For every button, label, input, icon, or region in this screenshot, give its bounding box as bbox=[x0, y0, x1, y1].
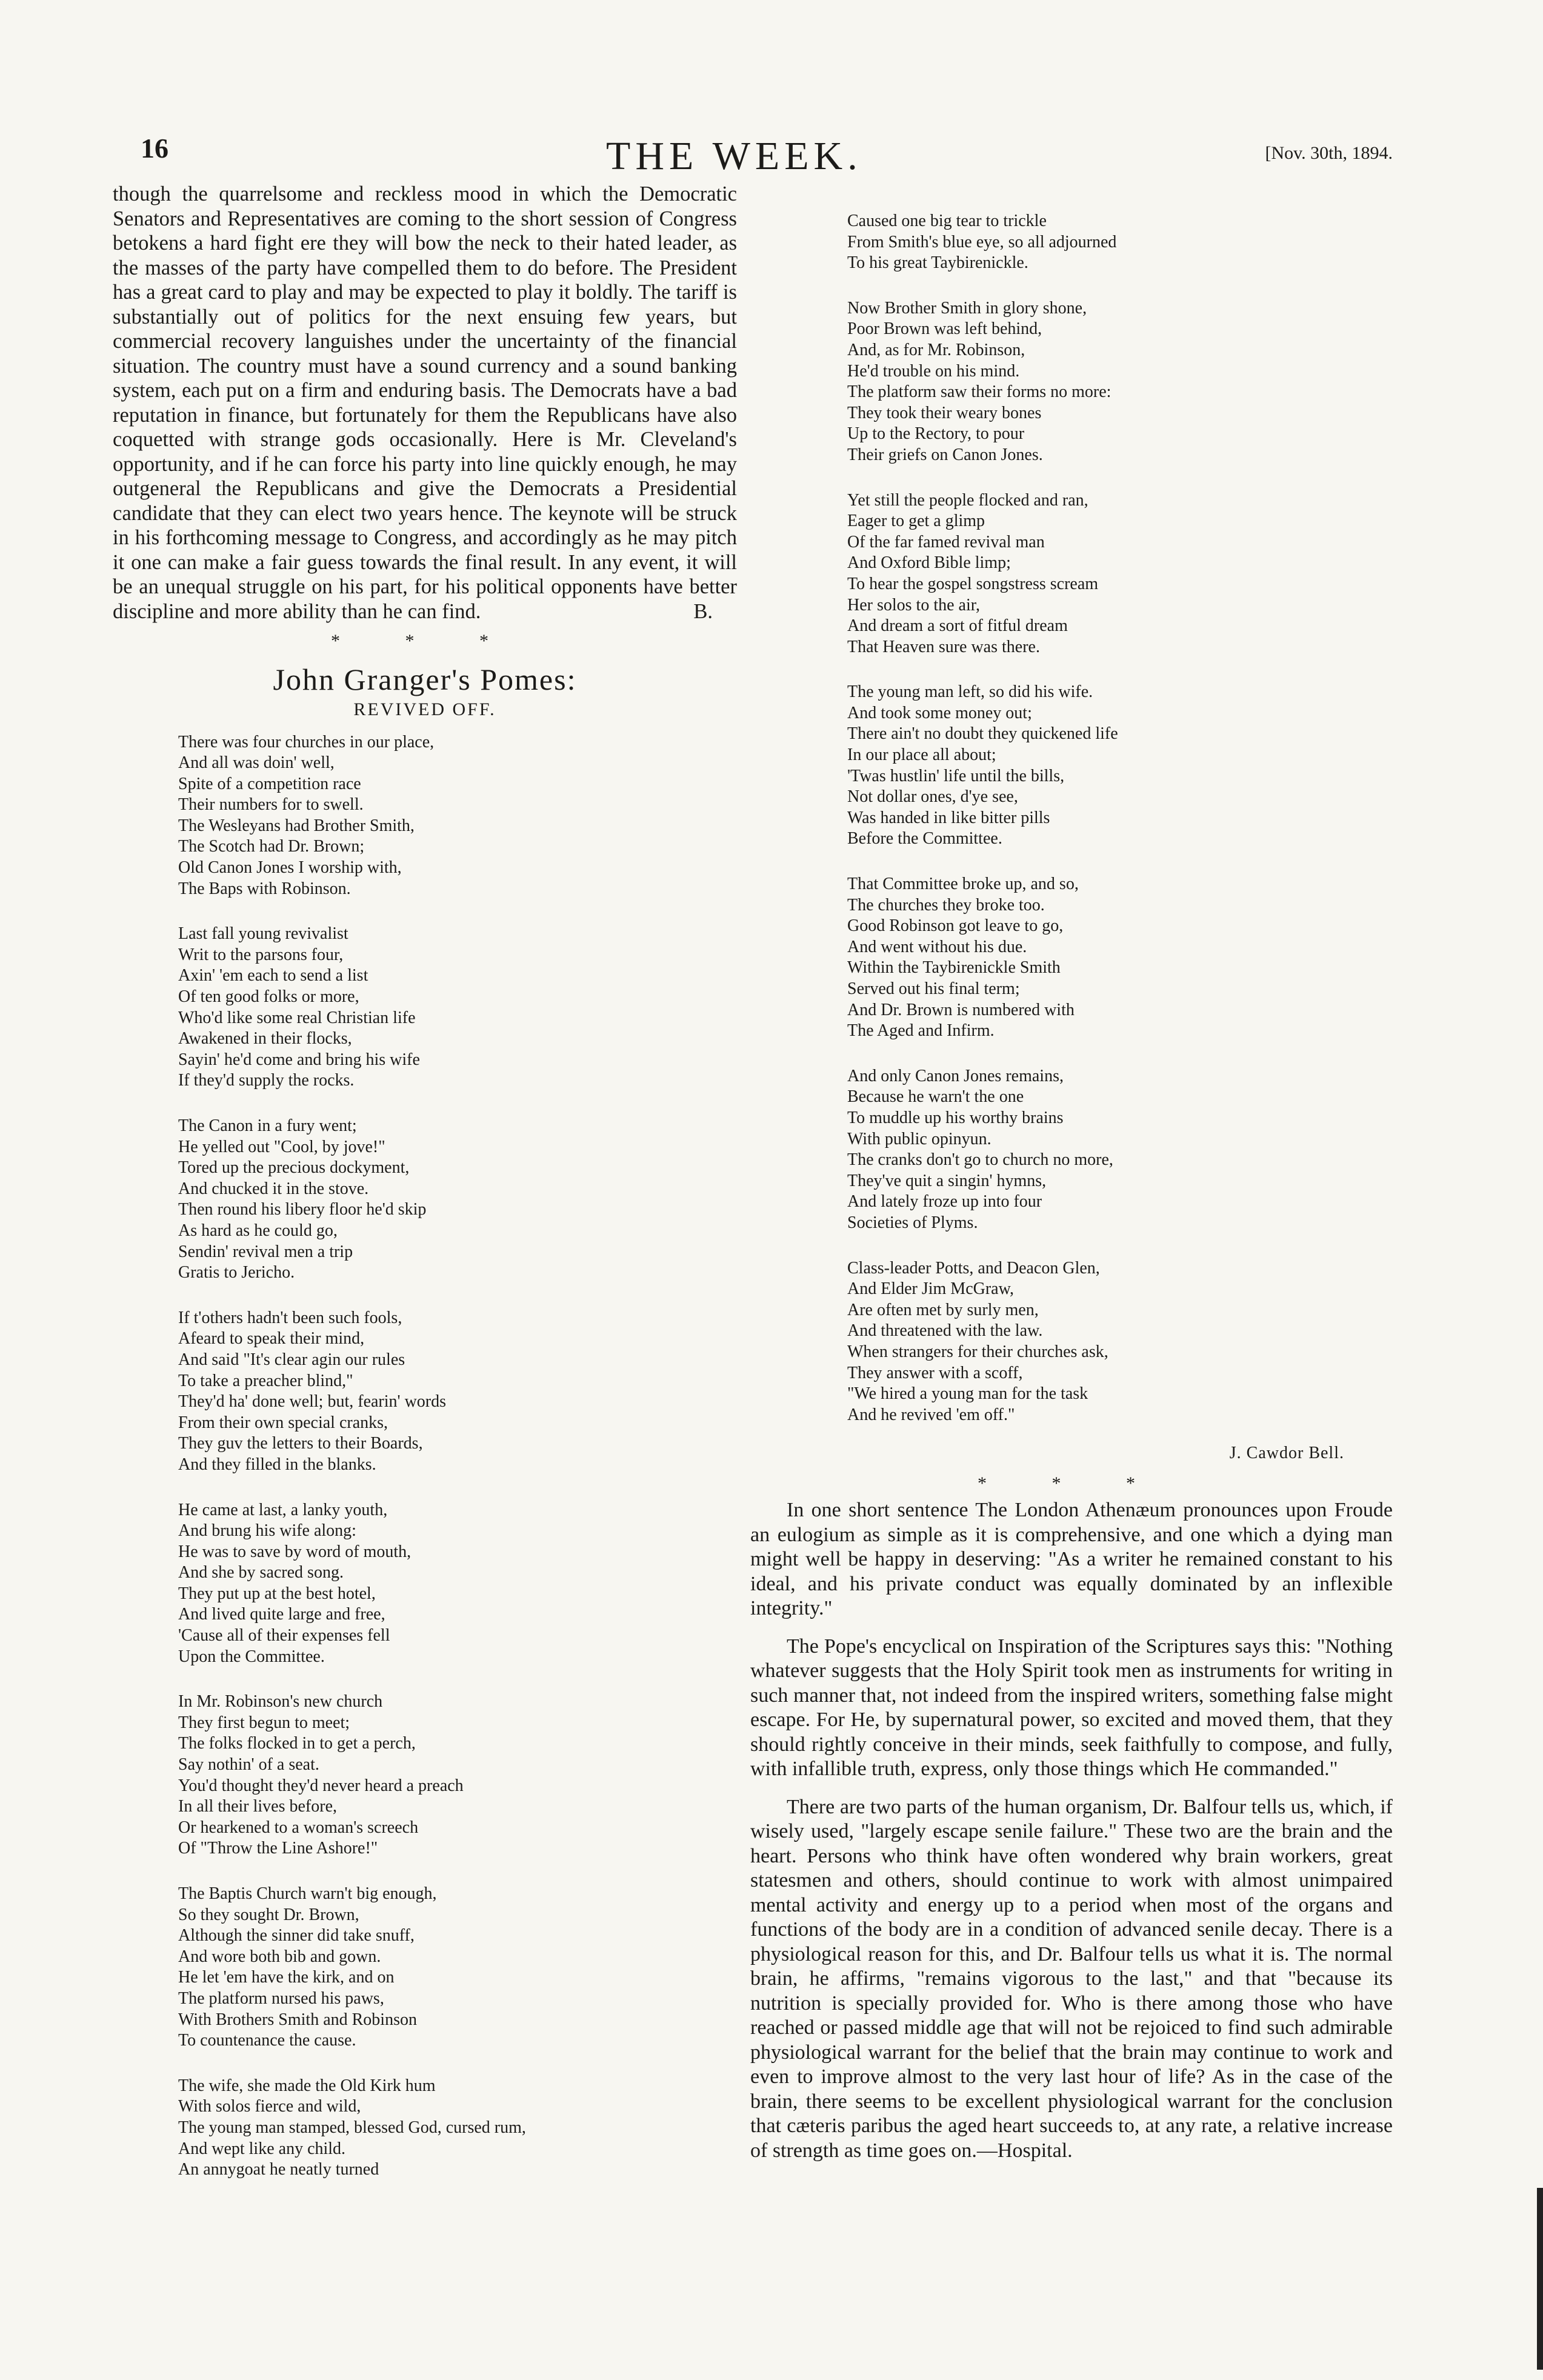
poem-stanza bbox=[847, 211, 1393, 274]
right-column bbox=[750, 211, 1393, 2176]
poem-line: Although the sinner did take snuff, bbox=[178, 1926, 415, 1945]
poem-line: The platform saw their forms no more: bbox=[847, 382, 1111, 402]
poem-line: And lately froze up into four bbox=[847, 1192, 1042, 1212]
poem-line: And lived quite large and free, bbox=[178, 1605, 385, 1624]
poem-stanza bbox=[178, 1692, 737, 1859]
poem-line: You'd thought they'd never heard a preach bbox=[178, 1776, 464, 1795]
poem-stanza bbox=[178, 732, 737, 900]
poem-stanza bbox=[178, 1884, 737, 2052]
poem-line: Before the Committee. bbox=[847, 829, 1002, 848]
poem-stanza bbox=[847, 682, 1393, 850]
poem-line: The Baptis Church warn't big enough, bbox=[178, 1884, 437, 1903]
poem-line: Eager to get a glimp bbox=[847, 512, 985, 531]
poem-line: Poor Brown was left behind, bbox=[847, 319, 1042, 339]
poem-line: Axin' 'em each to send a list bbox=[178, 966, 368, 985]
poem-line: Was handed in like bitter pills bbox=[847, 808, 1050, 827]
poem-line: And she by sacred song. bbox=[178, 1563, 344, 1582]
poem-line: That Heaven sure was there. bbox=[847, 637, 1040, 656]
poem-line: They took their weary bones bbox=[847, 403, 1042, 422]
scan-edge bbox=[1537, 2188, 1543, 2370]
note-paragraph: In one short sentence The London Athenæum pronounces upon Froude an eulogium as simple as it is comprehensive, and one which a dying man might well be happy in deserving: "As a writer he remained constant to his ideal, and his private conduct was equally dominated by an inflexible integrity." bbox=[750, 1499, 1393, 1620]
poem-line: To muddle up his worthy brains bbox=[847, 1108, 1064, 1127]
poem-line: He yelled out "Cool, by jove!" bbox=[178, 1137, 385, 1156]
poem-line: Of ten good folks or more, bbox=[178, 987, 359, 1007]
poem-line: If t'others hadn't been such fools, bbox=[178, 1308, 402, 1327]
poem-subtitle: REVIVED OFF. bbox=[353, 699, 496, 719]
poem-line: From their own special cranks, bbox=[178, 1413, 388, 1432]
poem-line: So they sought Dr. Brown, bbox=[178, 1905, 359, 1924]
poem-line: He'd trouble on his mind. bbox=[847, 361, 1020, 381]
poem-line: And Oxford Bible limp; bbox=[847, 553, 1011, 573]
poem-line: Upon the Committee. bbox=[178, 1647, 325, 1666]
poem-line: And went without his due. bbox=[847, 937, 1027, 956]
poem-stanza bbox=[178, 1500, 737, 1668]
poem-line: He let 'em have the kirk, and on bbox=[178, 1968, 395, 1987]
poem-line: Of the far famed revival man bbox=[847, 532, 1045, 552]
poem-line: To take a preacher blind," bbox=[178, 1371, 353, 1390]
poem-line: Sendin' revival men a trip bbox=[178, 1242, 353, 1261]
poem-line: Old Canon Jones I worship with, bbox=[178, 858, 402, 878]
poem-stanza bbox=[178, 924, 737, 1092]
poem-line: Of "Throw the Line Ashore!" bbox=[178, 1839, 378, 1858]
poem-line: Who'd like some real Christian life bbox=[178, 1008, 416, 1027]
poem-line: And Dr. Brown is numbered with bbox=[847, 1000, 1075, 1019]
masthead-title: THE WEEK. bbox=[606, 134, 862, 178]
poem-line: There ain't no doubt they quickened life bbox=[847, 724, 1118, 744]
poem-line: There was four churches in our place, bbox=[178, 732, 435, 752]
poem-line: Class-leader Potts, and Deacon Glen, bbox=[847, 1258, 1100, 1278]
poem-stanza bbox=[847, 1258, 1393, 1426]
poem-line: The Aged and Infirm. bbox=[847, 1021, 995, 1041]
poem-line: Last fall young revivalist bbox=[178, 924, 348, 944]
section-separator: * * * bbox=[331, 630, 519, 651]
poem-line: Are often met by surly men, bbox=[847, 1300, 1039, 1319]
poem-line: To hear the gospel songstress scream bbox=[847, 574, 1099, 593]
poem-line: Societies of Plyms. bbox=[847, 1213, 978, 1232]
poem-line: Gratis to Jericho. bbox=[178, 1263, 295, 1282]
poem-stanzas-left bbox=[113, 732, 737, 2181]
poem-line: In our place all about; bbox=[847, 745, 996, 765]
poem-line: In Mr. Robinson's new church bbox=[178, 1692, 383, 1712]
poem-line: With Brothers Smith and Robinson bbox=[178, 2010, 417, 2029]
poem-line: They put up at the best hotel, bbox=[178, 1584, 376, 1603]
poem-line: In all their lives before, bbox=[178, 1797, 338, 1816]
politics-article bbox=[113, 182, 737, 624]
poem-line: With public opinyun. bbox=[847, 1129, 991, 1148]
poem-line: Yet still the people flocked and ran, bbox=[847, 490, 1088, 510]
poem-line: And threatened with the law. bbox=[847, 1321, 1043, 1341]
poem-stanza bbox=[847, 1066, 1393, 1234]
poem-line: And dream a sort of fitful dream bbox=[847, 616, 1068, 636]
poem-line: From Smith's blue eye, so all adjourned bbox=[847, 232, 1117, 252]
poem-line: And they filled in the blanks. bbox=[178, 1455, 376, 1474]
poem-line: They answer with a scoff, bbox=[847, 1363, 1023, 1382]
poem-line: And said "It's clear agin our rules bbox=[178, 1350, 405, 1369]
poem-stanza bbox=[847, 298, 1393, 466]
poem-line: And he revived 'em off." bbox=[847, 1405, 1015, 1424]
poem-stanza bbox=[847, 874, 1393, 1042]
poem-line: "We hired a young man for the task bbox=[847, 1384, 1088, 1404]
poem-line: If they'd supply the rocks. bbox=[178, 1071, 355, 1090]
poem-line: Their numbers for to swell. bbox=[178, 795, 364, 815]
poem-line: To countenance the cause. bbox=[178, 2031, 356, 2050]
poem-line: Awakened in their flocks, bbox=[178, 1029, 352, 1048]
poem-line: The Canon in a fury went; bbox=[178, 1116, 357, 1135]
page-number: 16 bbox=[141, 133, 168, 164]
poem-line: Then round his libery floor he'd skip bbox=[178, 1200, 427, 1219]
poem-line: Writ to the parsons four, bbox=[178, 945, 344, 964]
poem-line: As hard as he could go, bbox=[178, 1221, 338, 1240]
poem-line: The platform nursed his paws, bbox=[178, 1988, 384, 2008]
poem-stanza bbox=[178, 1308, 737, 1476]
poem-line: Their griefs on Canon Jones. bbox=[847, 445, 1043, 464]
poem-line: The folks flocked in to get a perch, bbox=[178, 1734, 416, 1753]
poem-line: And took some money out; bbox=[847, 703, 1032, 722]
note-paragraph: The Pope's encyclical on Inspiration of the Scriptures says this: "Nothing whatever suggests that the Holy Spirit took men as instruments for writing in such manner that, not indeed from the inspired writers, something false might escape. For He, by supernatural power, so excited and moved them, that they should rightly conceive in their minds, seek faithfully to compose, and fully, with infallible truth, express, only those things which He commanded." bbox=[750, 1635, 1393, 1781]
poem-line: And, as for Mr. Robinson, bbox=[847, 340, 1025, 359]
poem-line: And Elder Jim McGraw, bbox=[847, 1279, 1015, 1299]
article-paragraph: though the quarrelsome and reckless mood in which the Democratic Senators and Representatives are coming to the short session of Congress betokens a hard fight ere they will bow the neck to their hated leader, as the masses of the party have compelled them to do before. The President has a great card to play and may be expected to play it boldly. The tariff is substantially out of politics for the next ensuing few years, but commercial recovery languishes under the uncertainty of the financial situation. The country must have a sound currency and a sound banking system, each put on a firm and enduring basis. The Democrats have a bad reputation in finance, but fortunately for them the Republicans have also coquetted with strange gods occasionally. Here is Mr. Cleveland's opportunity, and if he can force his party into line quickly enough, he may outgeneral the Republicans and give the Democrats a Presidential candidate that they can elect two years hence. The keynote will be struck in his forthcoming message to Congress, and accordingly as he may pitch it one can make a fair guess towards the final result. In any event, it will be an unequal struggle on his part, for his political opponents have better discipline and more ability than he can find. bbox=[113, 182, 737, 623]
poem-line: Up to the Rectory, to pour bbox=[847, 424, 1025, 444]
article-signature: B. bbox=[693, 600, 713, 623]
issue-date: [Nov. 30th, 1894. bbox=[1265, 143, 1393, 163]
poem-line: They'd ha' done well; but, fearin' words bbox=[178, 1392, 447, 1412]
poem-line: Now Brother Smith in glory shone, bbox=[847, 298, 1087, 318]
poem-line: Not dollar ones, d'ye see, bbox=[847, 787, 1018, 807]
note-paragraph: There are two parts of the human organism, Dr. Balfour tells us, which, if wisely used, "largely escape senile failure." These two are the brain and the heart. Persons who think have often wondered why brain workers, great statesmen and others, should continue to work with almost unimpaired mental activity and energy up to a period when most of the organs and functions of the body are in a condition of advanced senile decay. There is a physiological reason for this, and Dr. Balfour tells us what it is. The normal brain, he affirms, "remains vigorous to the last," and that "because its nutrition is specially provided for. Who is there among those who have reached or passed middle age that will not be rejoiced to find such admirable physiological warrant for the belief that the brain may continue to work and even to improve almost to the very last hour of life? As in the case of the brain, there seems to be excellent physiological warrant for the conclusion that cæteris paribus the aged heart succeeds to, at any rate, a relative increase of strength as time goes on.—Hospital. bbox=[750, 1795, 1393, 2162]
poem-line: They've quit a singin' hymns, bbox=[847, 1171, 1047, 1190]
page-header bbox=[0, 132, 1543, 178]
poem-stanza bbox=[178, 1116, 737, 1284]
section-separator: * * * bbox=[978, 1473, 1165, 1494]
poem-stanzas-right bbox=[750, 211, 1393, 1425]
poem-line: And wore both bib and gown. bbox=[178, 1947, 381, 1966]
poem-title: John Granger's Pomes: bbox=[273, 662, 577, 696]
poem-line: And brung his wife along: bbox=[178, 1521, 356, 1541]
poem-line: He was to save by word of mouth, bbox=[178, 1542, 412, 1561]
poem-line: The Wesleyans had Brother Smith, bbox=[178, 816, 415, 835]
poem-line: The young man left, so did his wife. bbox=[847, 682, 1093, 702]
poem-line: 'Twas hustlin' life until the bills, bbox=[847, 766, 1065, 785]
poem-line: And chucked it in the stove. bbox=[178, 1179, 369, 1198]
poem-stanza bbox=[178, 2076, 737, 2181]
poem-line: That Committee broke up, and so, bbox=[847, 875, 1079, 894]
poem-line: They guv the letters to their Boards, bbox=[178, 1434, 423, 1453]
poem-author: J. Cawdor Bell. bbox=[1229, 1444, 1344, 1463]
poem-line: Say nothin' of a seat. bbox=[178, 1755, 319, 1775]
poem-line: Spite of a competition race bbox=[178, 774, 361, 793]
poem-line: The churches they broke too. bbox=[847, 895, 1045, 915]
poem-line: The wife, she made the Old Kirk hum bbox=[178, 2076, 436, 2095]
poem-line: Afeard to speak their mind, bbox=[178, 1329, 365, 1348]
notes-section bbox=[750, 1498, 1393, 2163]
poem-stanza bbox=[847, 490, 1393, 658]
poem-line: And wept like any child. bbox=[178, 2139, 346, 2158]
poem-line: When strangers for their churches ask, bbox=[847, 1342, 1108, 1361]
poem-line: And all was doin' well, bbox=[178, 753, 335, 773]
poem-line: Or hearkened to a woman's screech bbox=[178, 1818, 419, 1837]
poem-line: The Baps with Robinson. bbox=[178, 879, 351, 898]
poem-line: They first begun to meet; bbox=[178, 1713, 350, 1732]
poem-line: Her solos to the air, bbox=[847, 595, 980, 615]
poem-line: Good Robinson got leave to go, bbox=[847, 916, 1064, 936]
poem-line: Because he warn't the one bbox=[847, 1087, 1024, 1107]
poem-line: Within the Taybirenickle Smith bbox=[847, 958, 1061, 978]
poem-line: Sayin' he'd come and bring his wife bbox=[178, 1050, 420, 1069]
left-column bbox=[113, 182, 737, 2205]
poem-line: To his great Taybirenickle. bbox=[847, 253, 1028, 273]
poem-line: 'Cause all of their expenses fell bbox=[178, 1626, 390, 1645]
poem-line: The cranks don't go to church no more, bbox=[847, 1150, 1113, 1170]
poem-line: Tored up the precious dockyment, bbox=[178, 1158, 410, 1178]
poem-line: The young man stamped, blessed God, cursed rum, bbox=[178, 2118, 526, 2137]
poem-line: The Scotch had Dr. Brown; bbox=[178, 837, 365, 856]
poem-line: With solos fierce and wild, bbox=[178, 2097, 361, 2116]
poem-line: He came at last, a lanky youth, bbox=[178, 1500, 388, 1519]
poem-line: And only Canon Jones remains, bbox=[847, 1066, 1064, 1085]
poem-line: Served out his final term; bbox=[847, 979, 1020, 998]
poem-line: Caused one big tear to trickle bbox=[847, 212, 1047, 230]
poem-line: An annygoat he neatly turned bbox=[178, 2160, 379, 2179]
